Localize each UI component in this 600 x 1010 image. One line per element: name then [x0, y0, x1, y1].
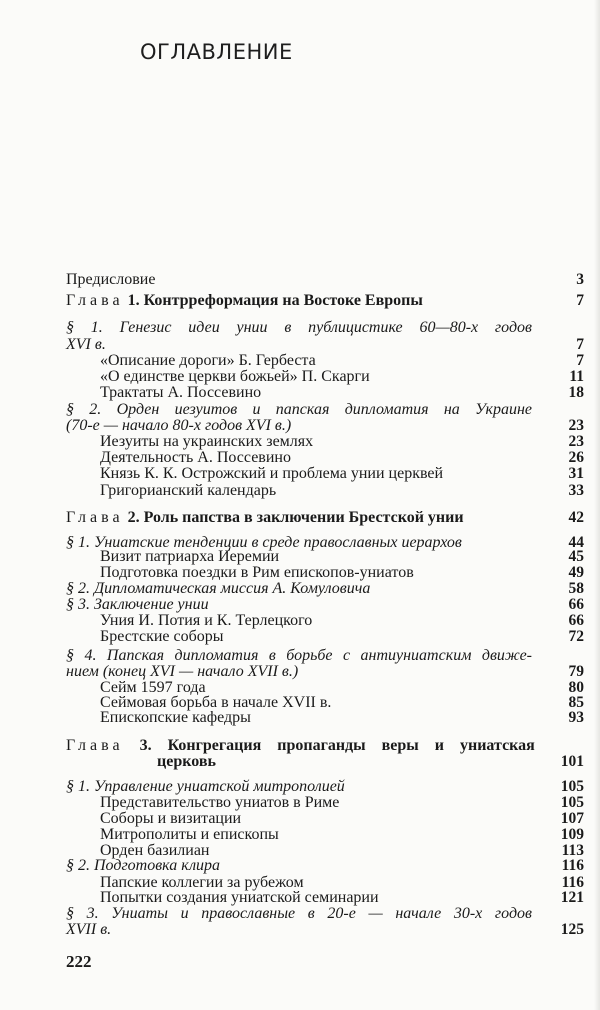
- toc-page-number: 116: [561, 874, 584, 891]
- toc-page-number: 80: [568, 679, 584, 696]
- toc-entry-title: «О единстве церкви божьей» П. Скарги: [100, 368, 370, 385]
- toc-entry-title: (70-е — начало 80-х годов XVI в.): [66, 417, 292, 434]
- toc-page-number: 113: [561, 842, 584, 859]
- toc-entry-title: Князь К. К. Острожский и проблема унии церквей: [100, 465, 444, 482]
- toc-entry-title: Орден базилиан: [100, 842, 210, 859]
- toc-page-number: 85: [568, 694, 584, 711]
- toc-page-number: 42: [568, 509, 584, 526]
- toc-entry-title: XVI в.: [66, 336, 106, 353]
- toc-entry-title: Подготовка поездки в Рим епископов-униатов: [100, 564, 414, 581]
- toc-entry-title: «Описание дороги» Б. Гербеста: [100, 352, 316, 369]
- toc-page-number: 125: [560, 921, 584, 938]
- page-title: ОГЛАВЛЕНИЕ: [140, 40, 293, 64]
- toc-page-number: 101: [560, 753, 584, 770]
- toc-page-number: 23: [568, 417, 584, 434]
- toc-entry-title: Брестские соборы: [100, 628, 224, 645]
- toc-page-number: 11: [569, 368, 584, 385]
- toc-entry-title: Уния И. Потия и К. Терлецкого: [100, 612, 313, 629]
- toc-entry-title: Митрополиты и епископы: [100, 826, 279, 843]
- toc-entry-section: [0, 319, 600, 337]
- toc-entry-title: Попытки создания униатской семинарии: [100, 889, 379, 906]
- toc-entry-chapter: [0, 292, 600, 310]
- toc-entry-title: [157, 753, 216, 771]
- toc-entry-section: [0, 921, 600, 939]
- toc-page-number: 7: [576, 352, 584, 369]
- chapter-label: Глава: [66, 292, 124, 309]
- toc-entry-title: Сеймовая борьба в начале XVII в.: [100, 694, 332, 711]
- toc-entry-title: [66, 292, 423, 310]
- toc-page-number: 49: [568, 564, 584, 581]
- toc-page-number: 109: [560, 826, 584, 843]
- toc-entry-title: § 3. Заключение унии: [66, 596, 209, 613]
- toc-page-number: 107: [560, 810, 584, 827]
- chapter-title: 2. Роль папства в заключении Брестской унии: [127, 509, 464, 526]
- toc-page-number: 18: [568, 384, 584, 401]
- toc-entry-chapter: [0, 753, 600, 771]
- toc-entry-title: нием (конец XVI — начало XVII в.): [66, 663, 299, 680]
- toc-entry-title: § 2. Орден иезуитов и папская дипломатия на Украине: [66, 401, 532, 418]
- page-number: 222: [66, 952, 92, 971]
- chapter-title: церковь: [157, 753, 216, 770]
- toc-entry-title: Визит патриарха Иеремии: [100, 548, 280, 565]
- toc-page-number: 105: [560, 794, 584, 811]
- toc-entry-title: § 3. Униаты и православные в 20-е — начале 30-х годов: [66, 905, 532, 922]
- toc-page-number: 116: [561, 857, 584, 874]
- toc-entry-sub: [0, 628, 600, 646]
- chapter-label: Глава: [66, 509, 124, 526]
- toc-entry-title: Предисловие: [66, 271, 156, 288]
- toc-entry-title: Сейм 1597 года: [100, 679, 206, 696]
- chapter-title: 1. Контрреформация на Востоке Европы: [127, 292, 423, 309]
- toc-entry-section: [0, 857, 600, 875]
- toc-page-number: 79: [568, 663, 584, 680]
- toc-entry-title: XVII в.: [66, 921, 112, 938]
- toc-entry-preface: [0, 271, 600, 289]
- toc-entry-title: Деятельность А. Поссевино: [100, 449, 291, 466]
- toc-page-number: 121: [560, 889, 584, 906]
- toc-page-number: 72: [568, 628, 584, 645]
- toc-entry-title: § 2. Дипломатическая миссия А. Комуловича: [66, 580, 371, 597]
- toc-entry-title: Иезуиты на украинских землях: [100, 433, 314, 450]
- toc-entry-title: § 4. Папская дипломатия в борьбе с антиуниатским движе-: [66, 647, 532, 664]
- toc-page-number: 33: [568, 482, 584, 499]
- toc-entry-title: § 2. Подготовка клира: [66, 857, 221, 874]
- toc-entry-sub: [0, 465, 600, 483]
- toc-page-number: 23: [568, 433, 584, 450]
- toc-entry-title: Епископские кафедры: [100, 709, 251, 726]
- toc-page-number: 7: [576, 336, 584, 353]
- toc-entry-title: Соборы и визитации: [100, 810, 242, 827]
- toc-page-number: 31: [568, 465, 584, 482]
- toc-entry-title: Папские коллегии за рубежом: [100, 874, 304, 891]
- toc-page-number: 66: [568, 612, 584, 629]
- toc-entry-title: § 1. Управление униатской митрополией: [66, 778, 345, 795]
- toc-entry-sub: [0, 482, 600, 500]
- chapter-label: Глава: [66, 737, 124, 754]
- toc-page-number: 45: [568, 548, 584, 565]
- toc-page-number: 58: [568, 580, 584, 597]
- toc-page-number: 66: [568, 596, 584, 613]
- chapter-title: 3. Конгрегация пропаганды веры и униатская: [139, 737, 535, 754]
- toc-entry-title: Григорианский календарь: [100, 482, 277, 499]
- toc-entry-title: § 1. Униатские тенденции в среде православных иерархов: [66, 534, 462, 551]
- toc-entry-title: § 1. Генезис идеи унии в публицистике 60—80-х годов: [66, 319, 532, 336]
- toc-entry-sub: [0, 709, 600, 727]
- toc-entry-chapter: [0, 509, 600, 527]
- toc-page-number: 3: [576, 271, 584, 288]
- page-edge-shadow: [594, 0, 600, 1010]
- toc-page-number: 26: [568, 449, 584, 466]
- toc-page-number: 93: [568, 709, 584, 726]
- toc-page-number: 44: [568, 534, 584, 551]
- toc-entry-title: Трактаты А. Поссевино: [100, 384, 262, 401]
- toc-entry-title: Представительство униатов в Риме: [100, 794, 340, 811]
- toc-entry-sub: [0, 384, 600, 402]
- toc-entry-title: [66, 509, 464, 527]
- toc-page-number: 7: [576, 292, 584, 309]
- toc-page-number: 105: [560, 778, 584, 795]
